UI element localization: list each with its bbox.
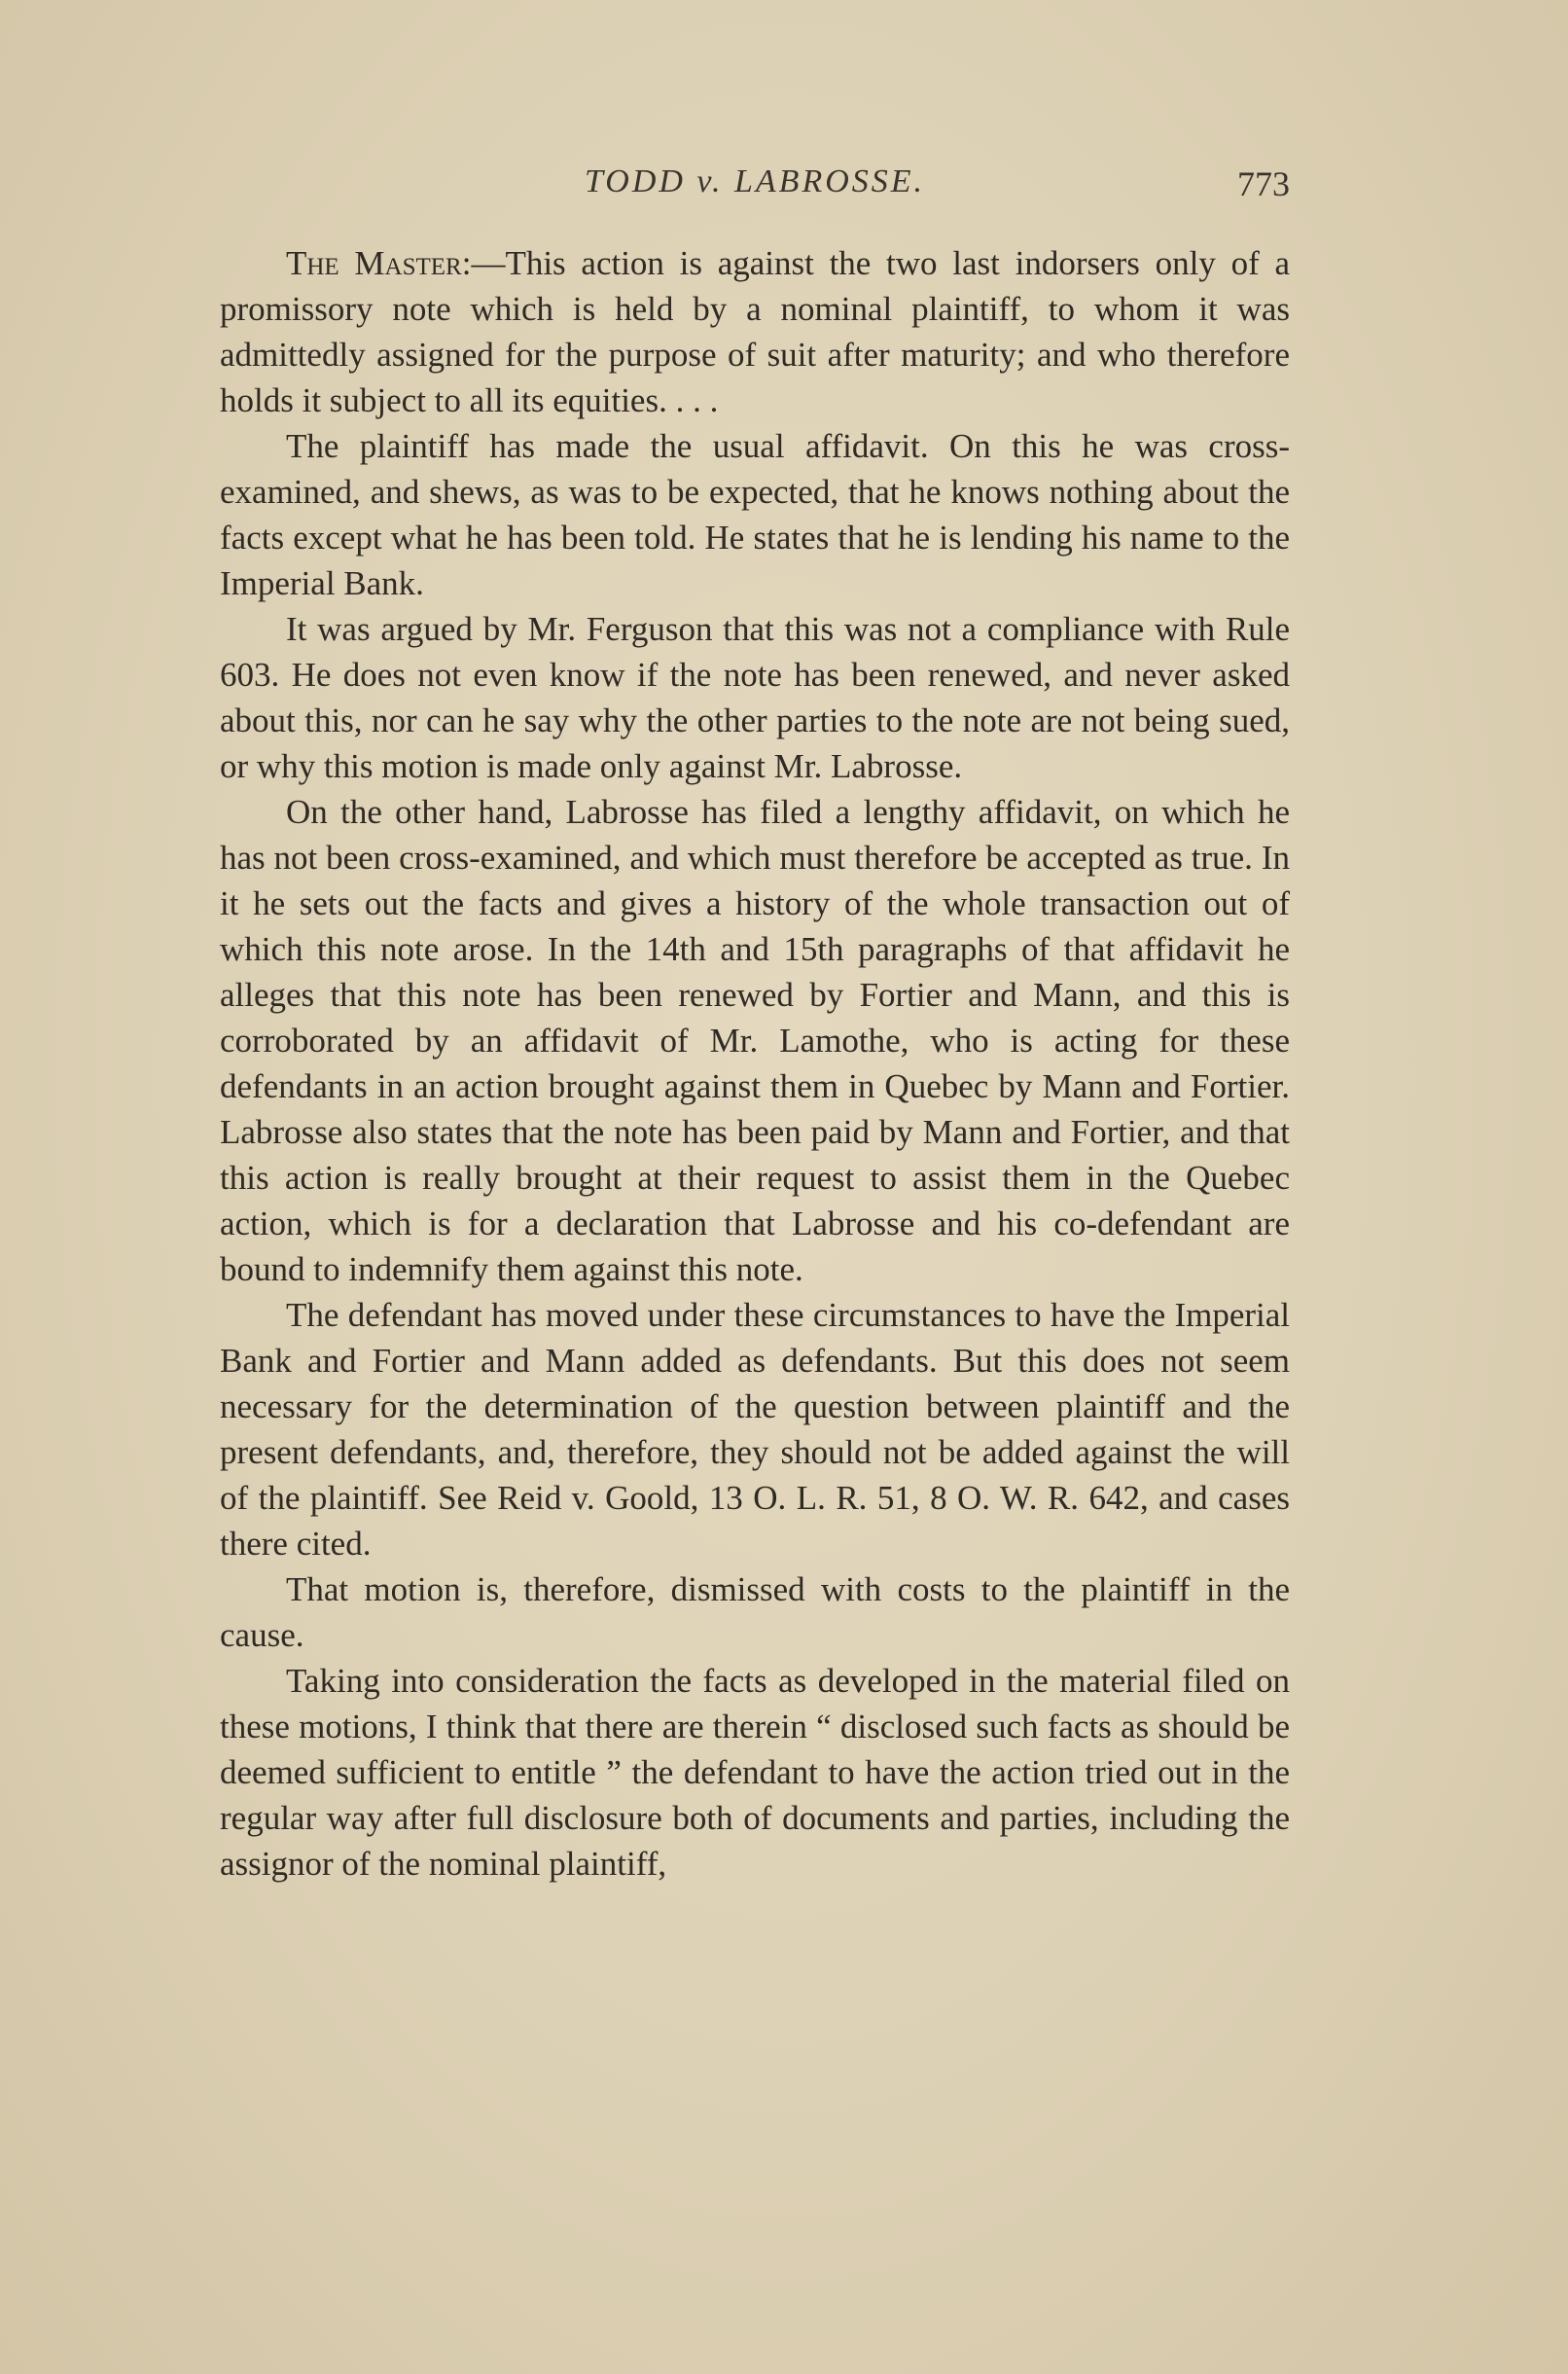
paragraph: The plaintiff has made the usual affidavit. On this he was cross-examined, and shews, as was to be expected, that he knows nothing about the facts except what he has been told. He states that he is lending his name to the Imperial Bank. xyxy=(220,427,1290,602)
paragraph: On the other hand, Labrosse has filed a lengthy affidavit, on which he has not been cross-examined, and which must therefore be accepted as true. In it he sets out the facts and gives a history of the whole transaction out of which this note arose. In the 14th and 15th paragraphs of that affidavit he alleges that this note has been renewed by Fortier and Mann, and this is corroborated by an affidavit of Mr. Lamothe, who is acting for these defendants in an action brought against them in Quebec by Mann and Fortier. Labrosse also states that the note has been paid by Mann and Fortier, and that this action is really brought at their request to assist them in the Quebec action, which is for a declaration that Labrosse and his co-defendant are bound to indemnify them against this note. xyxy=(220,793,1290,1288)
paragraph: Taking into consideration the facts as developed in the material filed on these motions, I think that there are therein “ disclosed such facts as should be deemed sufficient to entitle ” the defendant to have the action tried out in the regular way after full disclosure both of documents and parties, including the assignor of the nominal plaintiff, xyxy=(220,1662,1290,1883)
running-title: TODD v. LABROSSE. xyxy=(584,163,926,199)
body-text xyxy=(220,240,1290,1887)
paragraph: The defendant has moved under these circumstances to have the Imperial Bank and Fortier and Mann added as defendants. But this does not seem necessary for the determination of the question between plaintiff and the present defendants, and, therefore, they should not be added against the will of the plaintiff. See Reid v. Goold, 13 O. L. R. 51, 8 O. W. R. 642, and cases there cited. xyxy=(220,1296,1290,1563)
paragraph: That motion is, therefore, dismissed with costs to the plaintiff in the cause. xyxy=(220,1570,1290,1654)
paragraph: It was argued by Mr. Ferguson that this was not a compliance with Rule 603. He does not even know if the note has been renewed, and never asked about this, nor can he say why the other parties to the note are not being sued, or why this motion is made only against Mr. Labrosse. xyxy=(220,610,1290,785)
paragraph-text: :—This action is against the two last indorsers only of a promissory note which is held by a nominal plaintiff, to whom it was admittedly assigned for the purpose of suit after maturity; and who therefore holds it subject to all its equities. . . . xyxy=(220,244,1291,419)
speaker-label: The Master xyxy=(286,244,462,282)
page-number: 773 xyxy=(1237,164,1290,203)
paragraph-master-opening xyxy=(220,240,1290,423)
page-header xyxy=(220,163,1290,212)
